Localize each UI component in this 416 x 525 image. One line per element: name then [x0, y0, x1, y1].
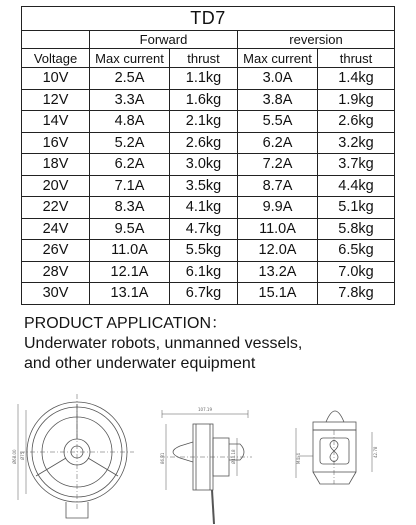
reversion-current-cell: 5.5A	[238, 111, 318, 133]
group-reversion: reversion	[238, 31, 395, 49]
reversion-current-cell: 6.2A	[238, 132, 318, 154]
reversion-current-cell: 9.9A	[238, 197, 318, 219]
voltage-cell: 10V	[22, 68, 90, 90]
forward-current-cell: 7.1A	[90, 175, 170, 197]
reversion-thrust-cell: 5.8kg	[318, 218, 395, 240]
table-title: TD7	[22, 7, 395, 31]
header-reversion-max-current: Max current	[238, 49, 318, 68]
reversion-thrust-cell: 6.5kg	[318, 240, 395, 262]
forward-thrust-cell: 5.5kg	[170, 240, 238, 262]
side-dim-length-label: 107.19	[198, 407, 212, 412]
header-forward-thrust: thrust	[170, 49, 238, 68]
table-row	[22, 197, 395, 219]
reversion-thrust-cell: 5.1kg	[318, 197, 395, 219]
forward-current-cell: 3.3A	[90, 89, 170, 111]
product-application	[24, 314, 404, 374]
application-heading: PRODUCT APPLICATION：	[24, 315, 228, 332]
mount-view-drawing	[296, 411, 372, 484]
front-view-drawing	[18, 394, 134, 518]
header-reversion-thrust: thrust	[318, 49, 395, 68]
group-forward: Forward	[90, 31, 238, 49]
table-row	[22, 283, 395, 305]
reversion-current-cell: 11.0A	[238, 218, 318, 240]
side-dim-hub-label: Ø41.18	[231, 449, 236, 464]
forward-current-cell: 8.3A	[90, 197, 170, 219]
reversion-thrust-cell: 7.8kg	[318, 283, 395, 305]
reversion-current-cell: 13.2A	[238, 261, 318, 283]
table-row	[22, 111, 395, 133]
table-row	[22, 154, 395, 176]
table-row	[22, 175, 395, 197]
reversion-thrust-cell: 3.2kg	[318, 132, 395, 154]
header-row	[22, 49, 395, 68]
reversion-thrust-cell: 1.4kg	[318, 68, 395, 90]
forward-thrust-cell: 1.1kg	[170, 68, 238, 90]
forward-thrust-cell: 6.1kg	[170, 261, 238, 283]
forward-current-cell: 5.2A	[90, 132, 170, 154]
header-voltage: Voltage	[22, 49, 90, 68]
forward-current-cell: 13.1A	[90, 283, 170, 305]
forward-current-cell: 9.5A	[90, 218, 170, 240]
technical-drawings	[0, 392, 416, 525]
forward-thrust-cell: 2.6kg	[170, 132, 238, 154]
header-forward-max-current: Max current	[90, 49, 170, 68]
mount-dim-height-label: 42.78	[373, 446, 378, 458]
reversion-thrust-cell: 4.4kg	[318, 175, 395, 197]
table-row	[22, 240, 395, 262]
forward-current-cell: 11.0A	[90, 240, 170, 262]
side-dim-height-label: 86.81	[160, 452, 165, 464]
forward-current-cell: 6.2A	[90, 154, 170, 176]
front-dim-outer-label: Ø68.00	[12, 449, 17, 464]
voltage-cell: 20V	[22, 175, 90, 197]
application-line-1: Underwater robots, unmanned vessels,	[24, 335, 303, 352]
reversion-current-cell: 12.0A	[238, 240, 318, 262]
forward-thrust-cell: 2.1kg	[170, 111, 238, 133]
forward-current-cell: 4.8A	[90, 111, 170, 133]
group-empty-cell	[22, 31, 90, 49]
voltage-cell: 22V	[22, 197, 90, 219]
forward-thrust-cell: 4.1kg	[170, 197, 238, 219]
forward-thrust-cell: 3.5kg	[170, 175, 238, 197]
side-view-drawing	[160, 410, 252, 524]
table-row	[22, 132, 395, 154]
table-row	[22, 89, 395, 111]
voltage-cell: 14V	[22, 111, 90, 133]
table-row	[22, 261, 395, 283]
mount-dim-width-label: M4x4	[296, 453, 301, 464]
forward-current-cell: 12.1A	[90, 261, 170, 283]
voltage-cell: 16V	[22, 132, 90, 154]
voltage-cell: 30V	[22, 283, 90, 305]
application-line-2: and other underwater equipment	[24, 355, 256, 372]
reversion-thrust-cell: 3.7kg	[318, 154, 395, 176]
reversion-thrust-cell: 7.0kg	[318, 261, 395, 283]
front-dim-inner-label: Ø75	[20, 451, 25, 460]
forward-thrust-cell: 3.0kg	[170, 154, 238, 176]
spec-table	[21, 6, 395, 305]
reversion-thrust-cell: 1.9kg	[318, 89, 395, 111]
table-row	[22, 218, 395, 240]
table-row	[22, 68, 395, 90]
voltage-cell: 18V	[22, 154, 90, 176]
forward-thrust-cell: 1.6kg	[170, 89, 238, 111]
voltage-cell: 26V	[22, 240, 90, 262]
forward-current-cell: 2.5A	[90, 68, 170, 90]
reversion-current-cell: 3.8A	[238, 89, 318, 111]
reversion-thrust-cell: 2.6kg	[318, 111, 395, 133]
forward-thrust-cell: 6.7kg	[170, 283, 238, 305]
reversion-current-cell: 15.1A	[238, 283, 318, 305]
reversion-current-cell: 8.7A	[238, 175, 318, 197]
voltage-cell: 12V	[22, 89, 90, 111]
voltage-cell: 24V	[22, 218, 90, 240]
forward-thrust-cell: 4.7kg	[170, 218, 238, 240]
reversion-current-cell: 3.0A	[238, 68, 318, 90]
voltage-cell: 28V	[22, 261, 90, 283]
reversion-current-cell: 7.2A	[238, 154, 318, 176]
